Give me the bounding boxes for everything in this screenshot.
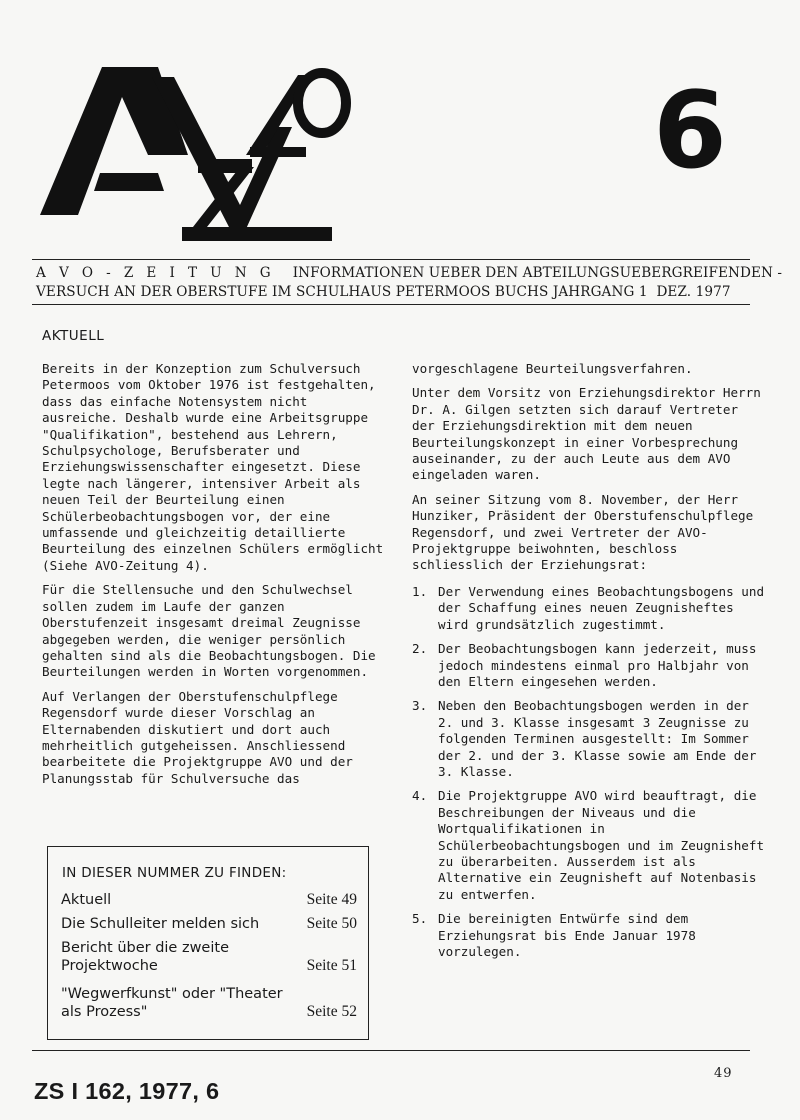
list-text: Die Projektgruppe AVO wird beauftragt, die Beschreibungen der Niveaus und die Wortqualifikationen in Schülerbeobachtungsbogen und im Zeugnisheft zu überarbeiten. Ausserdem ist als Alternative ein Zeugnisheft auf Notenbasis zu entwerfen.: [438, 788, 765, 902]
logo-letter-o: [298, 73, 346, 133]
toc-entry-page: Seite 49: [306, 891, 357, 908]
list-text: Der Verwendung eines Beobachtungsbogens und der Schaffung eines neuen Zeugnisheftes wird grundsätzlich zugestimmt.: [438, 583, 765, 632]
toc-entry-page: Seite 52: [306, 1003, 357, 1020]
paragraph: Für die Stellensuche und den Schulwechsel sollen zudem im Laufe der ganzen Oberstufenzeit insgesamt dreimal Zeugnisse abgegeben werden, die weniger persönlich gehalten sind als die Beobachtungsbogen. Die Beurteilungen werden in Worten vorgenommen.: [42, 582, 376, 680]
left-column: [42, 361, 387, 795]
paragraph: Bereits in der Konzeption zum Schulversuch Petermoos vom Oktober 1976 ist festgehalten, dass das einfache Notensystem nicht ausreiche. Deshalb wurde eine Arbeitsgruppe "Qualifikation", bestehend aus Lehrern, Schulpsychologe, Berufsberater und Erziehungswissenschafter eingesetzt. Diese legte nach längerer, intensiver Arbeit als neuen Teil der Beurteilung einen Schülerbeobachtungsbogen vor, der eine umfassende und gleichzeitig detaillierte Beurteilung des einzelnen Schülers ermöglicht (Siehe AVO-Zeitung 4).: [42, 361, 384, 573]
logo-stroke-bar: [250, 147, 306, 157]
masthead: [36, 264, 783, 302]
toc-entry-title: Bericht über die zweite Projektwoche: [61, 940, 229, 974]
list-item: [412, 698, 767, 780]
paragraph: An seiner Sitzung vom 8. November, der Herr Hunziker, Präsident der Oberstufenschulpflege Regensdorf, und zwei Vertreter der AVO-Projektgruppe beiwohnten, beschloss schliesslich der Erziehungsrat:: [412, 491, 754, 573]
resolution-list: [412, 584, 767, 961]
list-item: [412, 911, 767, 960]
masthead-subtitle: INFORMATIONEN UEBER DEN ABTEILUNGSUEBERGREIFENDEN -: [292, 265, 783, 281]
paragraph: Auf Verlangen der Oberstufenschulpflege Regensdorf wurde dieser Vorschlag an Elternabenden diskutiert und dort auch mehrheitlich gutgeheissen. Anschliessend bearbeitete die Projektgruppe AVO und der Planungsstab für Schulversuche das: [42, 688, 353, 786]
list-text: Neben den Beobachtungsbogen werden in der 2. und 3. Klasse insgesamt 3 Zeugnisse zu folgenden Terminen ausgestellt: Im Sommer der 2. und der 3. Klasse sowie am Ende der 3. Klasse.: [438, 698, 757, 779]
list-item: [412, 641, 767, 690]
toc-entry-title: Aktuell: [61, 892, 112, 908]
list-text: Die bereinigten Entwürfe sind dem Erziehungsrat bis Ende Januar 1978 vorzulegen.: [438, 911, 696, 959]
list-number: 3.: [412, 698, 428, 714]
toc-entry[interactable]: [61, 915, 357, 933]
list-number: 2.: [412, 641, 428, 657]
toc-entry[interactable]: [61, 939, 357, 975]
paragraph: vorgeschlagene Beurteilungsverfahren.: [412, 361, 693, 376]
archive-stamp: ZS I 162, 1977, 6: [34, 1078, 220, 1104]
toc-heading: IN DIESER NUMMER ZU FINDEN:: [62, 865, 287, 881]
section-title: AKTUELL: [42, 328, 105, 344]
masthead-date: DEZ. 1977: [656, 284, 731, 300]
list-number: 4.: [412, 788, 428, 804]
issue-number: 6: [653, 69, 727, 192]
toc-entry-title: "Wegwerfkunst" oder "Theater als Prozess": [61, 986, 283, 1020]
masthead-project: VERSUCH AN DER OBERSTUFE IM SCHULHAUS PETERMOOS BUCHS JAHRGANG 1: [36, 284, 648, 300]
toc-entry-page: Seite 50: [306, 915, 357, 932]
table-of-contents-box: [47, 846, 369, 1040]
avo-logo: [40, 55, 360, 245]
paragraph: Unter dem Vorsitz von Erziehungsdirektor Herrn Dr. A. Gilgen setzten sich darauf Vertreter der Erziehungsdirektion mit dem neuen Beurteilungskonzept in einer Vorbesprechung auseinander, zu der auch Leute aus dem AVO eingeladen waren.: [412, 385, 761, 483]
masthead-line-2: [36, 283, 754, 302]
footer-rule: [32, 1050, 750, 1051]
masthead-line-1: [36, 264, 783, 283]
newspaper-name: A V O - Z E I T U N G: [36, 265, 275, 281]
list-item: [412, 584, 767, 633]
masthead-top-rule: [32, 259, 750, 260]
list-text: Der Beobachtungsbogen kann jederzeit, muss jedoch mindestens einmal pro Halbjahr von den Eltern eingesehen werden.: [438, 641, 757, 689]
masthead-bottom-rule: [32, 304, 750, 305]
logo-z-bottom: [182, 227, 332, 241]
page-number: 49: [714, 1066, 733, 1081]
list-number: 5.: [412, 911, 428, 927]
toc-entry-page: Seite 51: [306, 957, 357, 974]
toc-entry-title: Die Schulleiter melden sich: [61, 916, 260, 932]
list-item: [412, 788, 767, 903]
toc-entry[interactable]: [61, 985, 357, 1021]
toc-entry[interactable]: [61, 891, 357, 909]
list-number: 1.: [412, 583, 428, 599]
right-column: [412, 361, 767, 968]
logo-a-crossbar: [94, 173, 164, 191]
